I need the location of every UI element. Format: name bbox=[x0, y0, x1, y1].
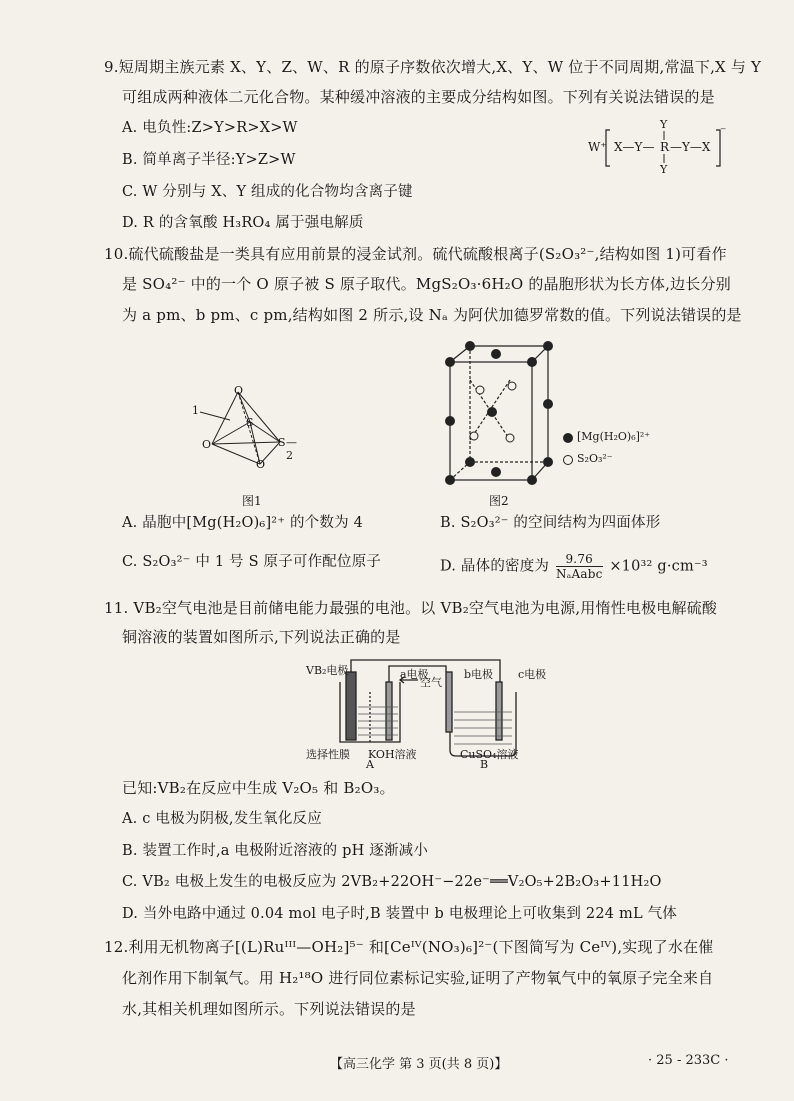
q9-struct-bottom: Y bbox=[660, 163, 668, 176]
q10-fig1-label1: 1 bbox=[192, 404, 199, 417]
q12-line1: 12.利用无机物离子[(L)Ruᴵᴵᴵ—OH₂]⁵⁻ 和[Ceᴵⱽ(NO₃)₆]²⁻(下图简写为 Ceᴵⱽ),实现了水在催 bbox=[104, 938, 714, 956]
q10-fig2-legend-s2o3: S₂O₃²⁻ bbox=[577, 452, 613, 465]
q11-apparatus-figure bbox=[300, 652, 560, 772]
q11-label-a: a电极 bbox=[400, 668, 429, 681]
q10-fig2-unit-cell bbox=[440, 340, 560, 490]
q9-struct-cation: W⁺ bbox=[588, 140, 607, 154]
q10-option-d-numerator: 9.76 bbox=[556, 552, 603, 567]
q10-fig2-legend-mg: [Mg(H₂O)₆]²⁺ bbox=[577, 430, 651, 443]
q11-label-koh: KOH溶液 bbox=[368, 748, 417, 761]
q9-option-a: A. 电负性:Z>Y>R>X>W bbox=[122, 120, 298, 136]
q10-fig1-o-bottom: O bbox=[256, 458, 266, 471]
q10-figure2 bbox=[440, 340, 560, 490]
q9-struct-top: Y bbox=[660, 118, 668, 131]
q9-struct-right: —Y—X bbox=[670, 140, 711, 154]
q10-fig2-caption: 图2 bbox=[489, 494, 509, 508]
q10-fig1-o-left: O bbox=[202, 438, 212, 451]
q9-struct-charge: ⁻ bbox=[720, 124, 727, 138]
q10-fig1-tetrahedron bbox=[190, 380, 300, 475]
q10-line1: 10.硫代硫酸盐是一类具有应用前景的浸金试剂。硫代硫酸根离子(S₂O₃²⁻,结构如图 1)可看作 bbox=[104, 245, 727, 263]
q11-option-b: B. 装置工作时,a 电极附近溶液的 pH 逐渐减小 bbox=[122, 843, 429, 859]
q9-line1: 9.短周期主族元素 X、Y、Z、W、R 的原子序数依次增大,X、Y、W 位于不同周期,常温下,X 与 Y bbox=[104, 58, 762, 76]
q9-line2: 可组成两种液体二元化合物。某种缓冲溶液的主要成分结构如图。下列有关说法错误的是 bbox=[122, 88, 715, 106]
q11-label-air: 空气 bbox=[420, 676, 442, 689]
q11-option-c: C. VB₂ 电极上发生的电极反应为 2VB₂+22OH⁻−22e⁻══V₂O₅+2B₂O₃+11H₂O bbox=[122, 874, 662, 890]
q10-option-d: D. 晶体的密度为 9.76 NₐAabc ×10³² g·cm⁻³ bbox=[440, 552, 708, 581]
q11-label-cuso4: CuSO₄溶液 bbox=[460, 748, 519, 761]
q11-label-vb2: VB₂电极 bbox=[306, 664, 349, 677]
q11-label-membrane: 选择性膜 bbox=[306, 748, 350, 761]
q9-option-d: D. R 的含氧酸 H₃RO₄ 属于强电解质 bbox=[122, 215, 364, 231]
q11-known: 已知:VB₂在反应中生成 V₂O₅ 和 B₂O₃。 bbox=[122, 779, 395, 797]
q10-fig1-s2: S bbox=[278, 436, 286, 449]
q11-line2: 铜溶液的装置如图所示,下列说法正确的是 bbox=[122, 628, 401, 646]
q11-line1: 11. VB₂空气电池是目前储电能力最强的电池。以 VB₂空气电池为电源,用惰性电极电解硫酸 bbox=[104, 599, 718, 617]
footer-code: · 25 - 233C · bbox=[648, 1053, 729, 1068]
q10-fig1-s1: S bbox=[246, 416, 254, 429]
q9-struct-center: R bbox=[660, 140, 670, 154]
q9-option-c: C. W 分别与 X、Y 组成的化合物均含离子键 bbox=[122, 184, 413, 200]
q10-option-b: B. S₂O₃²⁻ 的空间结构为四面体形 bbox=[440, 515, 661, 531]
q11-label-c: c电极 bbox=[518, 668, 547, 681]
q10-line2: 是 SO₄²⁻ 中的一个 O 原子被 S 原子取代。MgS₂O₃·6H₂O 的晶胞形状为长方体,边长分别 bbox=[122, 275, 731, 293]
q9-struct-left: X—Y— bbox=[614, 140, 655, 154]
q11-label-B: B bbox=[480, 758, 489, 771]
q11-label-b: b电极 bbox=[464, 668, 494, 681]
footer-page-info: 【高三化学 第 3 页(共 8 页)】 bbox=[330, 1057, 508, 1072]
q10-option-d-denominator: NₐAabc bbox=[555, 567, 603, 581]
q12-line3: 水,其相关机理如图所示。下列说法错误的是 bbox=[122, 1000, 416, 1018]
q11-label-A: A bbox=[366, 758, 374, 771]
q10-option-a: A. 晶胞中[Mg(H₂O)₆]²⁺ 的个数为 4 bbox=[122, 515, 364, 531]
q10-fig1-caption: 图1 bbox=[242, 494, 262, 508]
q10-option-c: C. S₂O₃²⁻ 中 1 号 S 原子可作配位原子 bbox=[122, 554, 382, 570]
q10-fig2-legend bbox=[562, 430, 682, 470]
q11-option-a: A. c 电极为阴极,发生氧化反应 bbox=[122, 811, 322, 827]
q10-fig1-label2: —2 bbox=[286, 436, 297, 462]
q11-option-d: D. 当外电路中通过 0.04 mol 电子时,B 装置中 b 电极理论上可收集到 224 mL 气体 bbox=[122, 906, 678, 922]
q10-line3: 为 a pm、b pm、c pm,结构如图 2 所示,设 Nₐ 为阿伏加德罗常数的值。下列说法错误的是 bbox=[122, 306, 742, 324]
q12-line2: 化剂作用下制氧气。用 H₂¹⁸O 进行同位素标记实验,证明了产物氧气中的氧原子完全来自 bbox=[122, 969, 714, 987]
q9-option-b: B. 简单离子半径:Y>Z>W bbox=[122, 152, 296, 168]
q10-fig1-o-top: O bbox=[234, 384, 244, 397]
q9-structure-figure bbox=[588, 118, 728, 178]
q10-figure1 bbox=[190, 380, 300, 475]
page-footer bbox=[0, 1053, 794, 1075]
